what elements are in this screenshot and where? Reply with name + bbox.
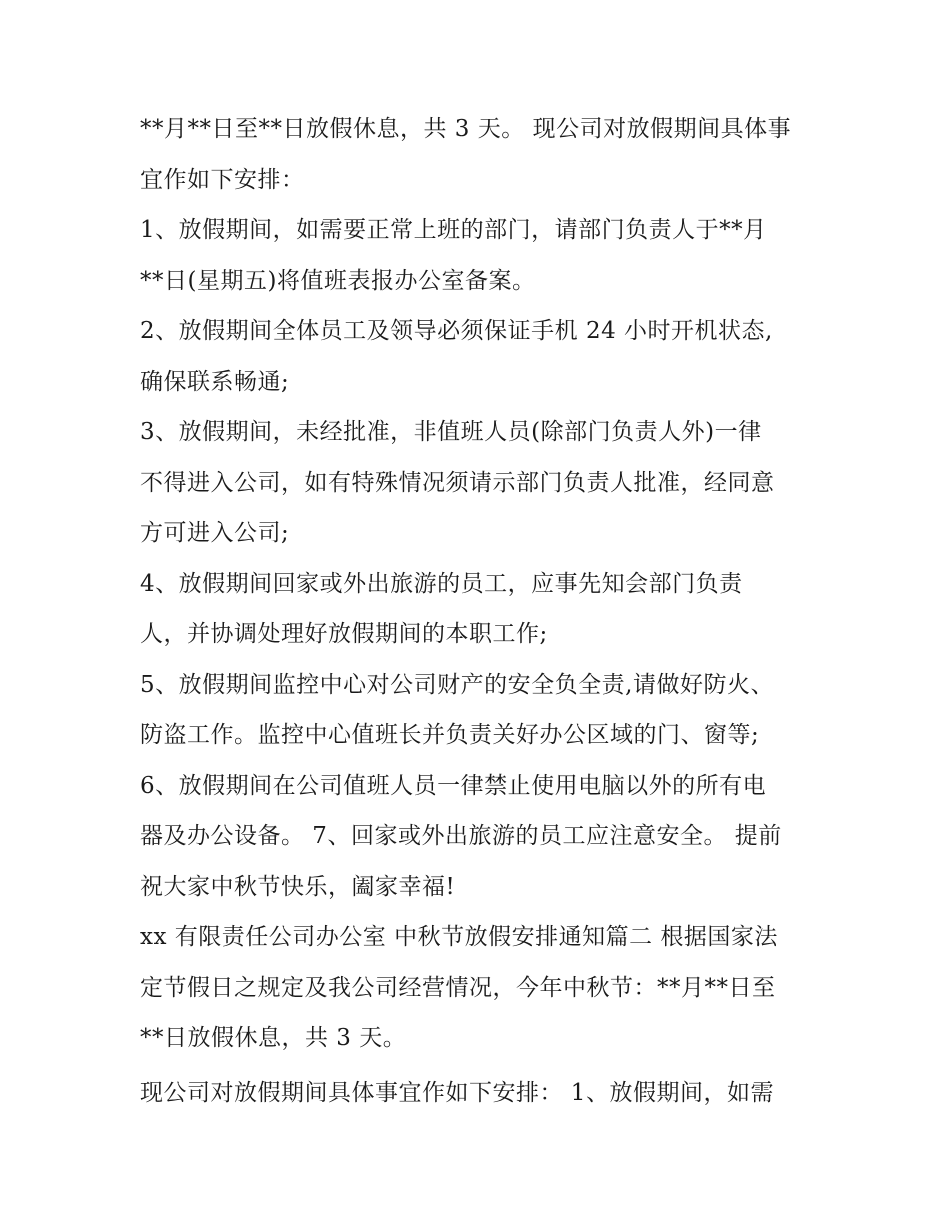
text-line: 1、放假期间，如需要正常上班的部门，请部门负责人于**月 (140, 217, 767, 243)
text-line: 器及办公设备。 7、回家或外出旅游的员工应注意安全。 提前 (140, 823, 782, 849)
text-line: 祝大家中秋节快乐，阖家幸福! (140, 873, 456, 900)
text-line: 定节假日之规定及我公司经营情况，今年中秋节：**月**日至 (140, 974, 776, 1001)
text-line: 6、放假期间在公司值班人员一律禁止使用电脑以外的所有电 (140, 772, 767, 799)
text-line: 不得进入公司，如有特殊情况须请示部门负责人批准，经同意 (140, 469, 775, 496)
text-line: **日放假休息，共 3 天。 (140, 1025, 407, 1051)
text-line: 方可进入公司; (140, 520, 290, 546)
text-line: 防盗工作。监控中心值班长并负责关好办公区域的门、窗等; (140, 722, 760, 748)
text-line: 2、放假期间全体员工及领导必须保证手机 24 小时开机状态, (140, 318, 773, 344)
text-line: 宜作如下安排： (140, 166, 305, 193)
text-line: **日(星期五)将值班表报办公室备案。 (140, 267, 536, 294)
text-line: 人，并协调处理好放假期间的本职工作; (140, 621, 548, 647)
text-line: 5、放假期间监控中心对公司财产的安全负全责,请做好防火、 (140, 671, 774, 698)
text-line: 现公司对放假期间具体事宜作如下安排： 1、放假期间，如需 (140, 1079, 774, 1106)
text-line: 4、放假期间回家或外出旅游的员工，应事先知会部门负责 (140, 570, 743, 597)
text-line: 确保联系畅通; (140, 368, 290, 395)
document-body (140, 104, 830, 1118)
text-line: xx 有限责任公司办公室 中秋节放假安排通知篇二 根据国家法 (140, 924, 778, 950)
text-line: **月**日至**日放假休息，共 3 天。 现公司对放假期间具体事 (140, 116, 792, 142)
text-line: 3、放假期间，未经批准，非值班人员(除部门负责人外)一律 (140, 419, 762, 445)
